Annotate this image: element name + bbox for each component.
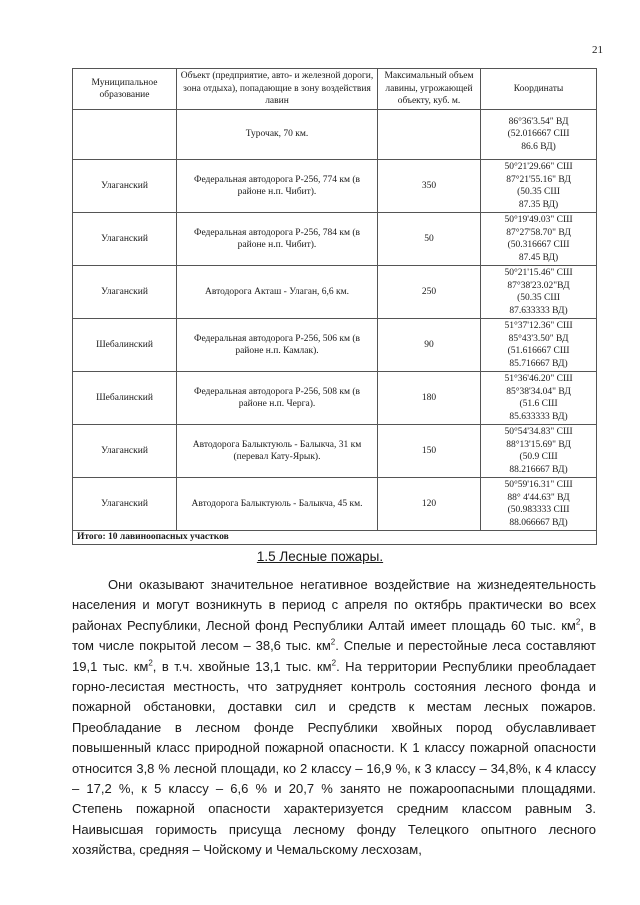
coordinates-cell [481, 372, 597, 425]
section-title: 1.5 Лесные пожары. [256, 549, 384, 564]
coordinate-line: (50.35 СШ [517, 293, 560, 303]
object-cell: Турочак, 70 км. [177, 110, 378, 160]
municipality-cell: Шебалинский [73, 319, 177, 372]
coordinate-line: 88° 4'44.63" ВД [507, 492, 570, 503]
paragraph-text-5: . На территории Республики преобладает горно-лесистая местность, что затрудняет контроль состояния лесного фонда и пожарной обстановки, доставки сил и средств к местам лесных пожаров. Преобладание в лесном фонде Республики хвойных пород обуславливает повышенный класс природной пожарной опасности. К 1 классу пожарной опасности относится 3,8 % лесной площади, ко 2 классу – 16,9 %, к 3 классу – 34,8%, к 4 классу – 17,2 %, к 5 классу – 6,6 % и 20,7 % занято не пожароопасными площадями. Степень пожарной опасности характеризуется средним классом равным 3. Наивысшая горимость присуща лесному фонду Телецкого опытного лесного хозяйства, средняя – Чойскому и Чемальскому лесхозам, [72, 658, 596, 858]
superscript-2: 2 [148, 658, 153, 668]
coordinates-cell [481, 425, 597, 478]
object-cell: Федеральная автодорога Р-256, 784 км (в районе н.п. Чибит). [177, 213, 378, 266]
coordinates-cell [481, 160, 597, 213]
coordinate-line: 85°43'3.50" ВД [508, 333, 569, 344]
municipality-cell [73, 110, 177, 160]
coordinate-line: 88.066667 ВД) [509, 517, 568, 528]
object-cell: Федеральная автодорога Р-256, 774 км (в районе н.п. Чибит). [177, 160, 378, 213]
table-row [73, 319, 597, 372]
table-row [73, 478, 597, 531]
superscript-2: 2 [330, 637, 336, 647]
coordinate-line: (50.35 СШ [517, 187, 560, 197]
volume-cell: 250 [378, 266, 481, 319]
municipality-cell: Улаганский [73, 266, 177, 319]
coordinate-line: 50°21'15.46" СШ [504, 268, 573, 278]
object-cell: Федеральная автодорога Р-256, 506 км (в районе н.п. Камлак). [177, 319, 378, 372]
coordinate-line: 85.633333 ВД) [509, 411, 568, 422]
volume-cell: 50 [378, 213, 481, 266]
page-number: 21 [592, 44, 603, 56]
coordinate-line: 87.45 ВД) [518, 252, 559, 263]
coordinate-line: (50.9 СШ [519, 452, 558, 462]
table-total-row [73, 531, 597, 545]
coordinates-cell [481, 266, 597, 319]
table-header-row [73, 69, 597, 110]
superscript-2: 2 [575, 617, 581, 627]
volume-cell: 350 [378, 160, 481, 213]
coordinate-line: (50.316667 СШ [507, 240, 570, 250]
coordinate-line: (51.616667 СШ [507, 346, 570, 356]
coordinates-cell [481, 319, 597, 372]
municipality-cell: Улаганский [73, 425, 177, 478]
table-row [73, 160, 597, 213]
coordinate-line: (52.016667 СШ [507, 129, 570, 140]
coordinate-line: 51°37'12.36" СШ [504, 321, 573, 331]
table-total-label: Итого: 10 лавиноопасных участков [73, 531, 597, 545]
coordinate-line: (51.6 СШ [519, 399, 558, 409]
table-row [73, 425, 597, 478]
coordinate-line: 50°19'49.03" СШ [504, 215, 573, 225]
body-paragraph [72, 575, 596, 861]
coordinate-line: 86.6 ВД) [521, 141, 556, 152]
municipality-cell: Улаганский [73, 160, 177, 213]
coordinate-line: 50°59'16.31" СШ [504, 480, 573, 490]
object-cell: Автодорога Балыктуюль - Балыкча, 45 км. [177, 478, 378, 531]
coordinate-line: 50°21'29.66" СШ [504, 162, 573, 172]
table-row [73, 372, 597, 425]
coordinate-line: 85°38'34.04" ВД [506, 386, 571, 397]
coordinate-line: 87.633333 ВД) [509, 305, 568, 316]
volume-cell: 90 [378, 319, 481, 372]
coordinate-line: 50°54'34.83" СШ [504, 427, 573, 437]
coordinate-line: 87°38'23.02"ВД [507, 280, 570, 291]
coordinate-line: 86°36'3.54" ВД [508, 116, 569, 127]
table-row [73, 110, 597, 160]
coordinate-line: 87.35 ВД) [518, 199, 559, 210]
object-cell: Автодорога Акташ - Улаган, 6,6 км. [177, 266, 378, 319]
table-row [73, 266, 597, 319]
table-body [73, 110, 597, 545]
coordinates-cell [481, 478, 597, 531]
paragraph-text-2: , в том числе покрытой лесом – 38,6 тыс. км [72, 617, 597, 654]
municipality-cell: Улаганский [73, 213, 177, 266]
volume-cell [378, 110, 481, 160]
municipality-cell: Шебалинский [73, 372, 177, 425]
superscript-2: 2 [331, 658, 337, 668]
coordinate-line: (50.983333 СШ [507, 505, 570, 515]
table-row [73, 213, 597, 266]
header-municipality: Муниципальное образование [73, 69, 177, 110]
coordinate-line: 88.216667 ВД) [509, 464, 568, 475]
volume-cell: 180 [378, 372, 481, 425]
coordinate-line: 85.716667 ВД) [509, 358, 568, 369]
object-cell: Федеральная автодорога Р-256, 508 км (в районе н.п. Черга). [177, 372, 378, 425]
avalanche-sites-table [72, 68, 597, 545]
header-object: Объект (предприятие, авто- и железной дороги, зона отдыха), попадающие в зону воздействия лавин [177, 69, 378, 110]
municipality-cell: Улаганский [73, 478, 177, 531]
paragraph-text-3: . Спелые и перестойные леса составляют 19,1 тыс. км [72, 638, 596, 674]
volume-cell: 150 [378, 425, 481, 478]
coordinate-line: 87°27'58.70" ВД [506, 227, 571, 238]
coordinates-cell [481, 110, 597, 160]
coordinates-cell [481, 213, 597, 266]
coordinate-line: 87°21'55.16" ВД [506, 174, 571, 185]
coordinate-line: 88°13'15.69" ВД [506, 439, 571, 450]
coordinate-line: 51°36'46.20" СШ [504, 374, 573, 384]
paragraph-text-4: , в т.ч. хвойные 13,1 тыс. км [152, 658, 332, 674]
paragraph-text-1: Они оказывают значительное негативное воздействие на жизнедеятельность населения и могут возникнуть в период с апреля по октябрь практически во всех районах Республики, Лесной фонд Республики Алтай имеет площадь 60 тыс. км [72, 577, 596, 633]
header-coordinates: Координаты [481, 69, 597, 110]
object-cell: Автодорога Балыктуюль - Балыкча, 31 км (перевал Кату-Ярык). [177, 425, 378, 478]
header-volume: Максимальный объем лавины, угрожающей объекту, куб. м. [378, 69, 481, 110]
volume-cell: 120 [378, 478, 481, 531]
